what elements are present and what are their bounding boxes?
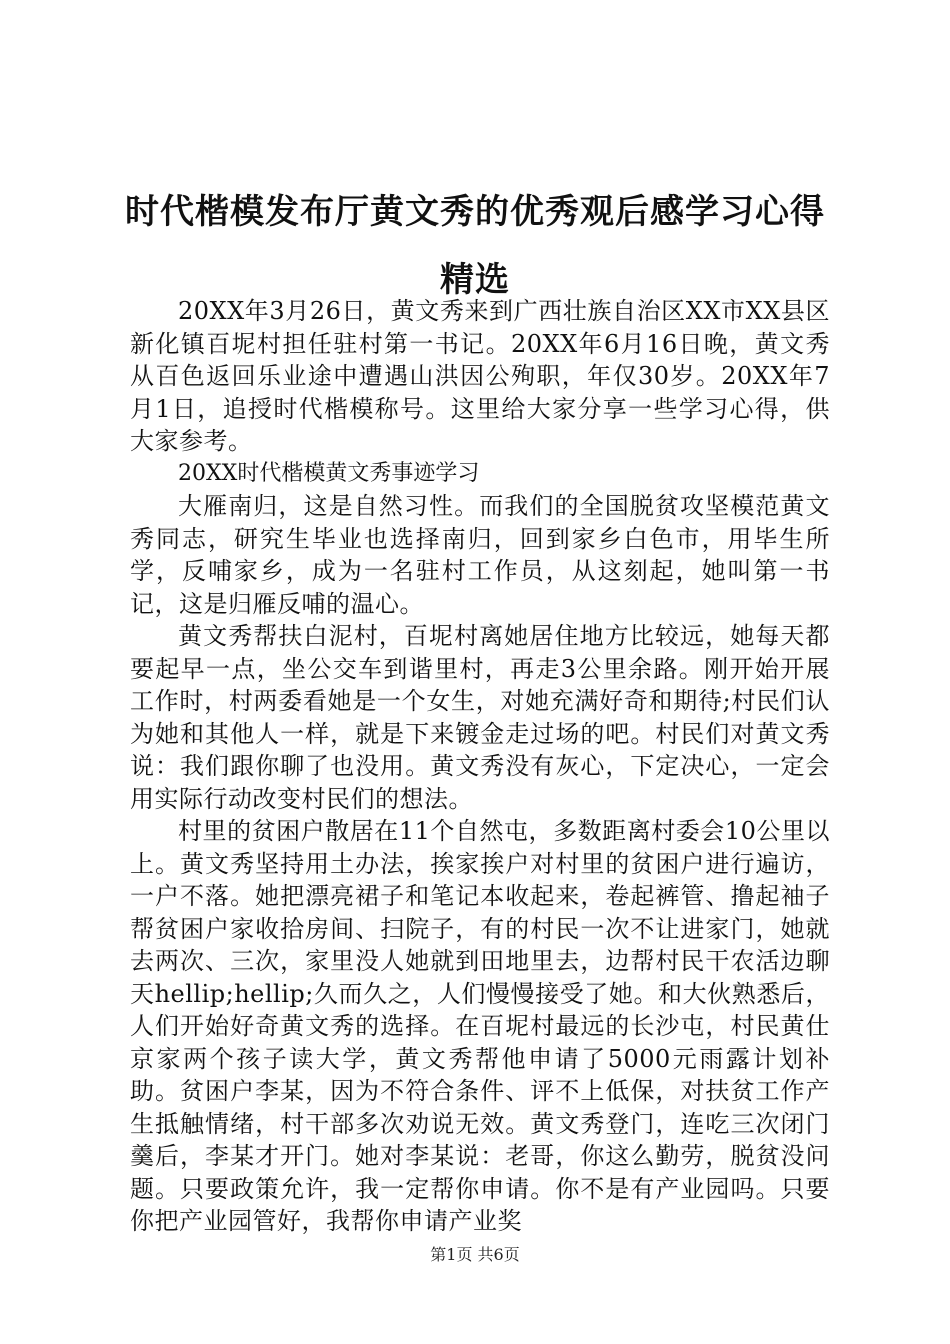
page-footer: 第1页 共6页 [430, 1245, 520, 1264]
body-paragraph: 大雁南归，这是自然习性。而我们的全国脱贫攻坚模范黄文秀同志，研究生毕业也选择南归，回到家乡白色市，用毕生所学，反哺家乡，成为一名驻村工作员，从这刻起，她叫第一书记，这是归雁反哺的温心。 [130, 492, 830, 618]
document-body [130, 295, 830, 1238]
body-paragraph: 黄文秀帮扶白泥村，百坭村离她居住地方比较远，她每天都要起早一点，坐公交车到谐里村，再走3公里余路。刚开始开展工作时，村两委看她是一个女生，对她充满好奇和期待;村民们认为她和其他人一样，就是下来镀金走过场的吧。村民们对黄文秀说：我们跟你聊了也没用。黄文秀没有灰心，下定决心，一定会用实际行动改变村民们的想法。 [130, 622, 830, 813]
section-heading: 20XX时代楷模黄文秀事迹学习 [178, 460, 480, 486]
body-paragraph: 村里的贫困户散居在11个自然屯，多数距离村委会10公里以上。黄文秀坚持用土办法，挨家挨户对村里的贫困户进行遍访，一户不落。她把漂亮裙子和笔记本收起来，卷起裤管、撸起袖子帮贫困户家收拾房间、扫院子，有的村民一次不让进家门，她就去两次、三次，家里没人她就到田地里去，边帮村民干农活边聊天hellip;hellip;久而久之，人们慢慢接受了她。和大伙熟悉后，人们开始好奇黄文秀的选择。在百坭村最远的长沙屯，村民黄仕京家两个孩子读大学，黄文秀帮他申请了5000元雨露计划补助。贫困户李某，因为不符合条件、评不上低保，对扶贫工作产生抵触情绪，村干部多次劝说无效。黄文秀登门，连吃三次闭门羹后，李某才开门。她对李某说：老哥，你这么勤劳，脱贫没问题。只要政策允许，我一定帮你申请。你不是有产业园吗。只要你把产业园管好，我帮你申请产业奖 [130, 817, 830, 1235]
document-title: 时代楷模发布厅黄文秀的优秀观后感学习心得精选 [125, 192, 825, 300]
intro-paragraph: 20XX年3月26日，黄文秀来到广西壮族自治区XX市XX县区新化镇百坭村担任驻村第一书记。20XX年6月16日晚，黄文秀从百色返回乐业途中遭遇山洪因公殉职，年仅30岁。20XX年7月1日，追授时代楷模称号。这里给大家分享一些学习心得，供大家参考。 [130, 297, 830, 455]
